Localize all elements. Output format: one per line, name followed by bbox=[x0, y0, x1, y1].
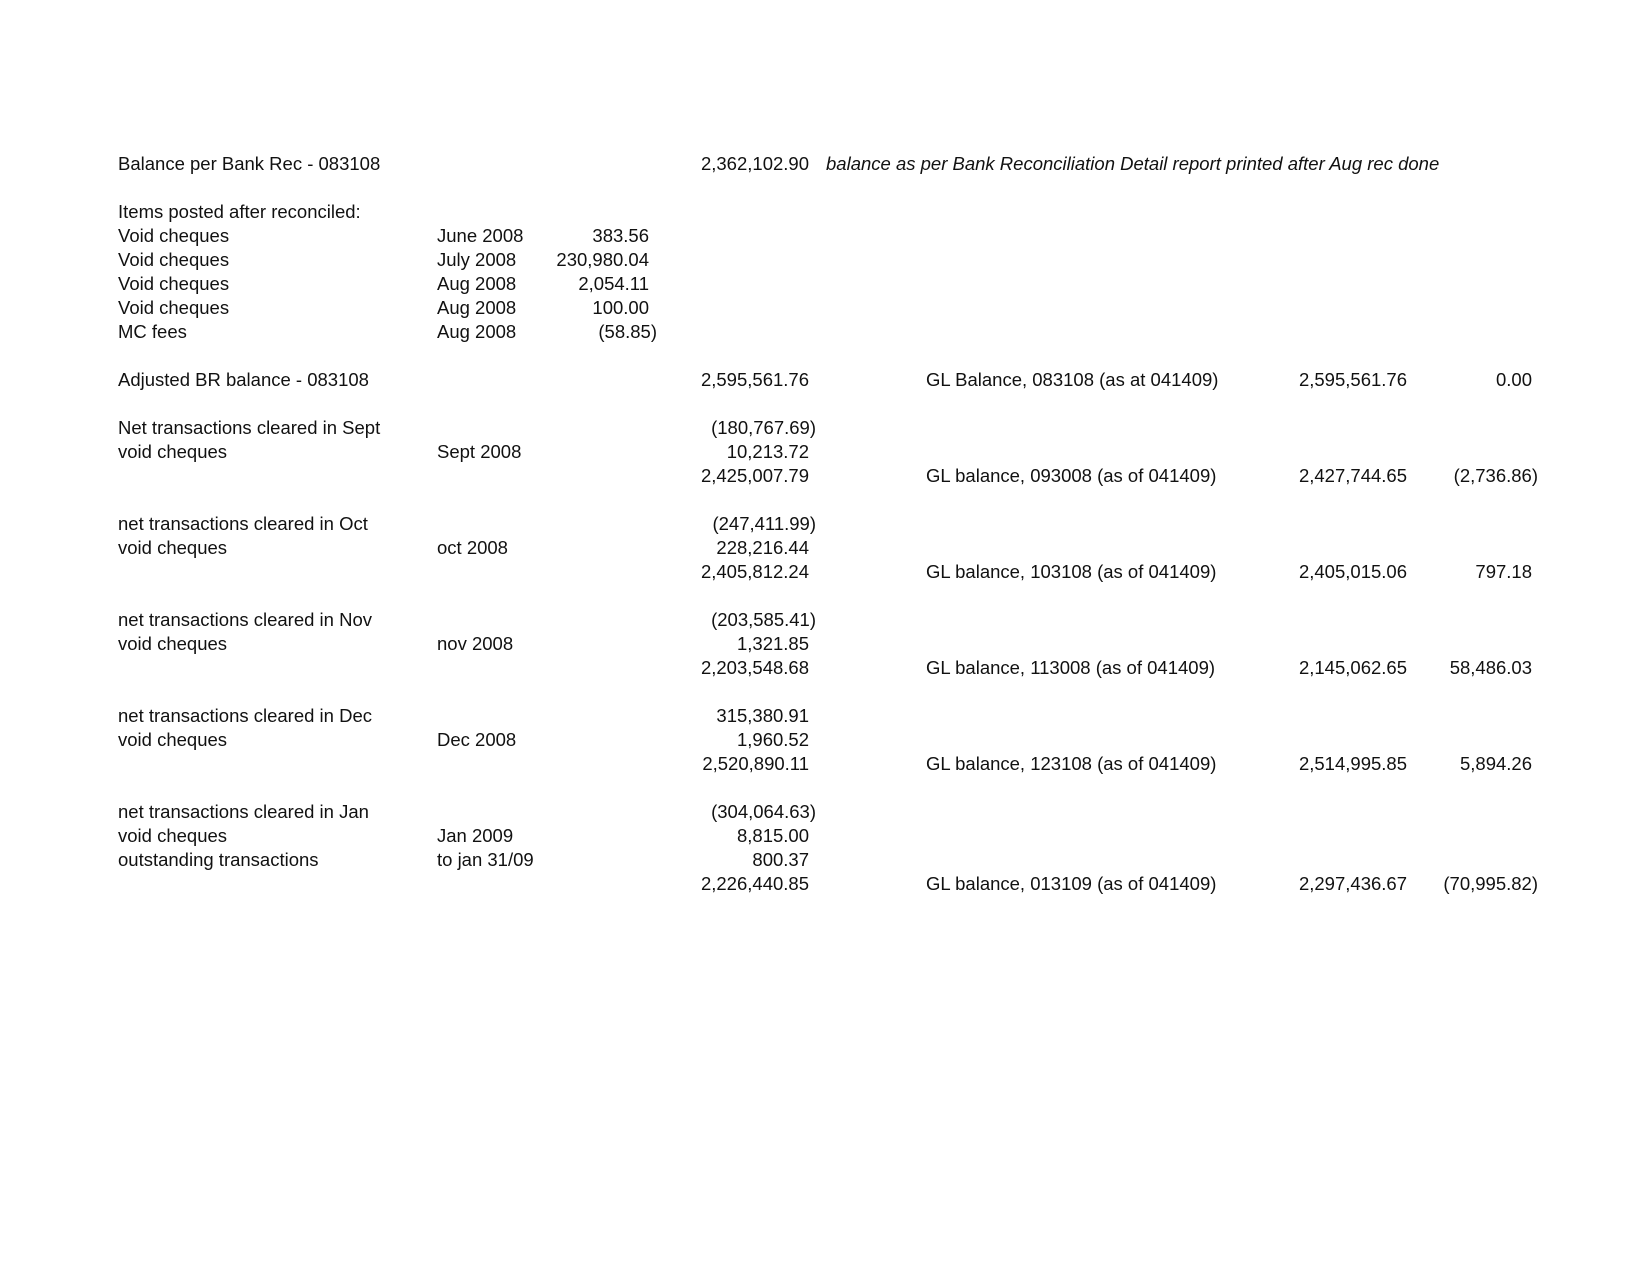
list-item bbox=[0, 320, 1650, 344]
table-row bbox=[0, 728, 1650, 752]
net-transactions-label: net transactions cleared in Nov bbox=[118, 609, 372, 630]
adjusted-balance-amount: 2,595,561.76 bbox=[700, 369, 809, 390]
bank-rec-balance-amount: 2,362,102.90 bbox=[700, 153, 809, 174]
items-heading-row bbox=[0, 200, 1650, 224]
void-cheques-amount: 228,216.44 bbox=[716, 537, 809, 558]
difference-amount: (70,995.82) bbox=[1443, 873, 1538, 894]
table-row bbox=[0, 848, 1650, 872]
void-cheques-date: Dec 2008 bbox=[437, 729, 517, 750]
table-row bbox=[0, 536, 1650, 560]
net-transactions-amount: (247,411.99) bbox=[712, 513, 816, 534]
gl-balance-label: GL balance, 123108 (as of 041409) bbox=[926, 753, 1217, 774]
item-amount: 383.56 bbox=[592, 225, 649, 246]
bank-rec-balance-note: balance as per Bank Reconciliation Detail report printed after Aug rec done bbox=[826, 153, 1440, 174]
table-row bbox=[0, 608, 1650, 632]
difference-amount: 5,894.26 bbox=[1459, 753, 1532, 774]
void-cheques-date: nov 2008 bbox=[437, 633, 514, 654]
gl-balance-amount: 2,427,744.65 bbox=[1298, 465, 1407, 486]
table-row bbox=[0, 512, 1650, 536]
void-cheques-label: void cheques bbox=[118, 537, 228, 558]
month-total: 2,203,548.68 bbox=[700, 657, 809, 678]
table-row bbox=[0, 704, 1650, 728]
net-transactions-label: net transactions cleared in Oct bbox=[118, 513, 368, 534]
item-label: Void cheques bbox=[118, 273, 230, 294]
gl-balance-amount: 2,145,062.65 bbox=[1298, 657, 1407, 678]
net-transactions-amount: 315,380.91 bbox=[716, 705, 809, 726]
items-heading: Items posted after reconciled: bbox=[118, 201, 361, 222]
list-item bbox=[0, 296, 1650, 320]
item-label: Void cheques bbox=[118, 249, 230, 270]
item-amount: 100.00 bbox=[592, 297, 649, 318]
table-row bbox=[0, 440, 1650, 464]
gl-balance-label: GL balance, 093008 (as of 041409) bbox=[926, 465, 1217, 486]
void-cheques-label: void cheques bbox=[118, 441, 228, 462]
item-amount: 2,054.11 bbox=[578, 273, 649, 294]
gl-balance-amount: 2,595,561.76 bbox=[1298, 369, 1407, 390]
month-total: 2,226,440.85 bbox=[700, 873, 809, 894]
table-row bbox=[0, 632, 1650, 656]
table-row bbox=[0, 824, 1650, 848]
gl-balance-amount: 2,297,436.67 bbox=[1298, 873, 1407, 894]
net-transactions-label: net transactions cleared in Dec bbox=[118, 705, 372, 726]
gl-balance-amount: 2,514,995.85 bbox=[1298, 753, 1407, 774]
item-label: Void cheques bbox=[118, 225, 230, 246]
void-cheques-label: void cheques bbox=[118, 633, 228, 654]
void-cheques-date: oct 2008 bbox=[437, 537, 508, 558]
difference-amount: 797.18 bbox=[1475, 561, 1532, 582]
outstanding-transactions-amount: 800.37 bbox=[752, 849, 809, 870]
table-row bbox=[0, 752, 1650, 776]
void-cheques-label: void cheques bbox=[118, 825, 228, 846]
table-row bbox=[0, 656, 1650, 680]
header-row bbox=[0, 152, 1650, 176]
item-label: MC fees bbox=[118, 321, 187, 342]
outstanding-transactions-label: outstanding transactions bbox=[118, 849, 319, 870]
item-date: June 2008 bbox=[437, 225, 524, 246]
gl-balance-label: GL balance, 113008 (as of 041409) bbox=[926, 657, 1216, 678]
void-cheques-amount: 1,321.85 bbox=[736, 633, 809, 654]
void-cheques-amount: 1,960.52 bbox=[736, 729, 809, 750]
net-transactions-amount: (180,767.69) bbox=[711, 417, 816, 438]
table-row bbox=[0, 464, 1650, 488]
table-row bbox=[0, 872, 1650, 896]
item-amount: 230,980.04 bbox=[556, 249, 649, 270]
void-cheques-amount: 10,213.72 bbox=[726, 441, 809, 462]
table-row bbox=[0, 560, 1650, 584]
list-item bbox=[0, 272, 1650, 296]
net-transactions-label: net transactions cleared in Jan bbox=[118, 801, 369, 822]
net-transactions-amount: (304,064.63) bbox=[711, 801, 816, 822]
void-cheques-label: void cheques bbox=[118, 729, 228, 750]
month-total: 2,425,007.79 bbox=[700, 465, 809, 486]
difference-amount: (2,736.86) bbox=[1453, 465, 1538, 486]
item-date: July 2008 bbox=[437, 249, 517, 270]
item-date: Aug 2008 bbox=[437, 321, 517, 342]
net-transactions-label: Net transactions cleared in Sept bbox=[118, 417, 381, 438]
month-total: 2,520,890.11 bbox=[702, 753, 809, 774]
table-row bbox=[0, 416, 1650, 440]
difference-amount: 58,486.03 bbox=[1449, 657, 1532, 678]
item-date: Aug 2008 bbox=[437, 297, 517, 318]
difference-amount: 0.00 bbox=[1495, 369, 1532, 390]
gl-balance-label: GL balance, 103108 (as of 041409) bbox=[926, 561, 1217, 582]
item-amount: (58.85) bbox=[598, 321, 657, 342]
item-label: Void cheques bbox=[118, 297, 230, 318]
outstanding-transactions-date: to jan 31/09 bbox=[437, 849, 534, 870]
month-total: 2,405,812.24 bbox=[700, 561, 809, 582]
gl-balance-amount: 2,405,015.06 bbox=[1298, 561, 1407, 582]
gl-balance-label: GL Balance, 083108 (as at 041409) bbox=[926, 369, 1219, 390]
list-item bbox=[0, 224, 1650, 248]
void-cheques-amount: 8,815.00 bbox=[736, 825, 809, 846]
table-row bbox=[0, 800, 1650, 824]
void-cheques-date: Sept 2008 bbox=[437, 441, 522, 462]
adjusted-balance-row bbox=[0, 368, 1650, 392]
bank-rec-balance-label: Balance per Bank Rec - 083108 bbox=[118, 153, 381, 174]
adjusted-balance-label: Adjusted BR balance - 083108 bbox=[118, 369, 369, 390]
void-cheques-date: Jan 2009 bbox=[437, 825, 514, 846]
item-date: Aug 2008 bbox=[437, 273, 517, 294]
gl-balance-label: GL balance, 013109 (as of 041409) bbox=[926, 873, 1217, 894]
list-item bbox=[0, 248, 1650, 272]
net-transactions-amount: (203,585.41) bbox=[711, 609, 816, 630]
